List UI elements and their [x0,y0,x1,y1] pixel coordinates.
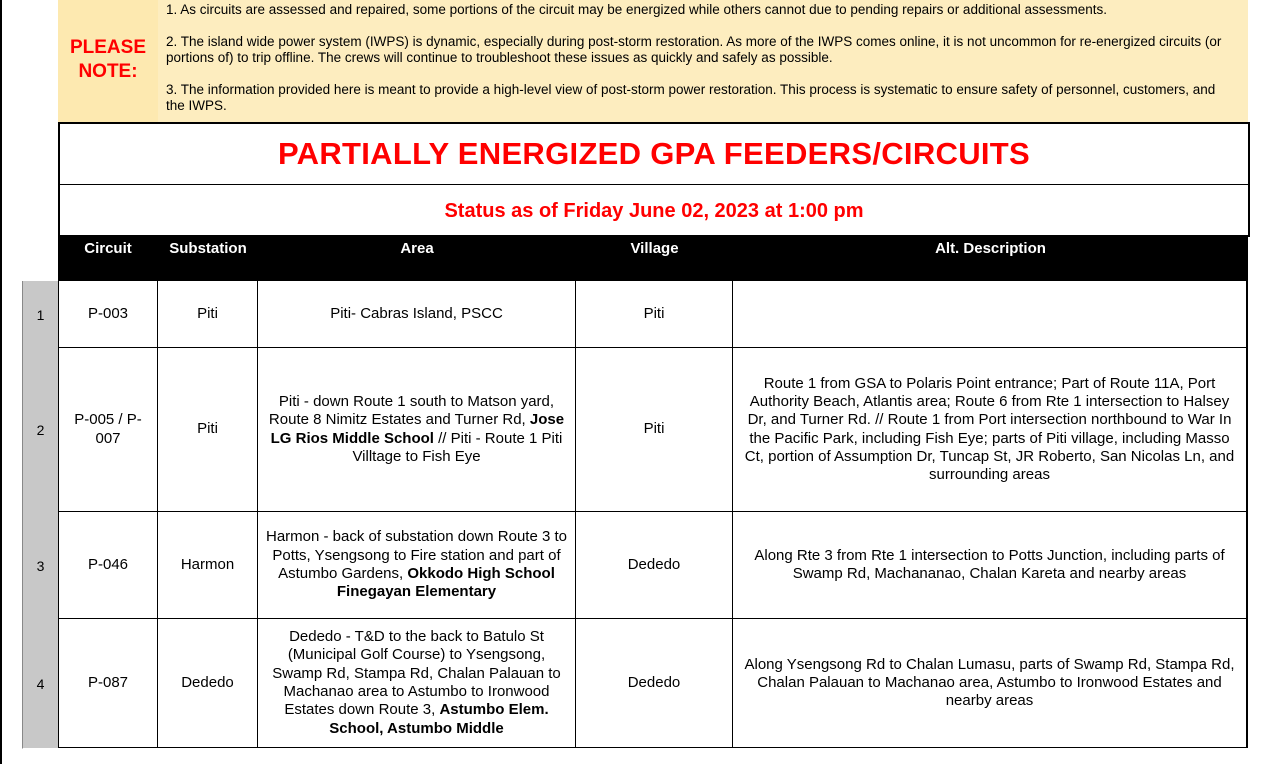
col-header-area: Area [400,240,434,257]
cell-village: Piti [576,281,733,347]
note-body [158,0,1248,122]
cell-area: Piti - down Route 1 south to Matson yard, Route 8 Nimitz Estates and Turner Rd, Jose LG Rios Middle School // Piti - Route 1 Piti Villtage to Fish Eye [258,348,576,511]
col-header-substation: Substation [169,240,247,257]
cell-area: Piti- Cabras Island, PSCC [258,281,576,347]
cell-alt-description: Route 1 from GSA to Polaris Point entrance; Part of Route 11A, Port Authority Beach, Atlantis area; Route 6 from Rte 1 intersection to Halsey Dr, and Turner Rd. // Route 1 from Port intersection northbound to War In the Pacific Park, including Fish Eye; parts of Piti village, including Masso Ct, portion of Assumption Dr, Tuncap St, JR Roberto, San Nicolas Ln, and surrounding areas [733,348,1248,511]
cell-circuit: P-005 / P-007 [58,348,158,511]
col-header-circuit: Circuit [84,240,132,257]
table-row [58,348,1248,512]
table-row [58,281,1248,348]
col-header-alt: Alt. Description [935,240,1046,257]
status-line: Status as of Friday June 02, 2023 at 1:00 pm [444,199,864,222]
note-item: 3. The information provided here is meant to provide a high-level view of post-storm power restoration. This process is systematic to ensure safety of personnel, customers, and the IWPS. [166,82,1216,113]
row-number: 3 [22,512,58,620]
note-item: 2. The island wide power system (IWPS) is dynamic, especially during post-storm restoration. As more of the IWPS comes online, it is not uncommon for re-energized circuits (or portions of) to trip offline. The crews will continue to troubleshoot these issues as quickly and safely as possible. [166,34,1222,65]
cell-substation: Piti [158,281,258,347]
col-header-village: Village [630,240,679,257]
title-frame [58,122,1250,237]
table-header [58,235,1248,281]
cell-substation: Piti [158,348,258,511]
cell-alt-description: Along Rte 3 from Rte 1 intersection to Potts Junction, including parts of Swamp Rd, Machananao, Chalan Kareta and nearby areas [733,512,1248,618]
page-left-border [0,0,2,764]
note-banner [58,0,1248,122]
table-row [58,619,1248,748]
cell-alt-description: Along Ysengsong Rd to Chalan Lumasu, parts of Swamp Rd, Stampa Rd, Chalan Palauan to Machanao area, Astumbo to Ironwood Estates and nearby areas [733,619,1248,747]
row-number: 2 [22,348,58,513]
row-number: 1 [22,281,58,349]
cell-circuit: P-087 [58,619,158,747]
note-item: 1. As circuits are assessed and repaired, some portions of the circuit may be energized while others cannot due to pending repairs or additional assessments. [166,2,1108,17]
cell-substation: Harmon [158,512,258,618]
cell-circuit: P-003 [58,281,158,347]
cell-area: Dededo - T&D to the back to Batulo St (Municipal Golf Course) to Ysengsong, Swamp Rd, Stampa Rd, Chalan Palauan to Machanao area to Astumbo to Ironwood Estates down Route 3, Astumbo Elem. School, Astumbo Middle [258,619,576,747]
cell-village: Piti [576,348,733,511]
row-number: 4 [22,619,58,749]
cell-substation: Dededo [158,619,258,747]
cell-village: Dededo [576,512,733,618]
table-row [58,512,1248,619]
page-title: PARTIALLY ENERGIZED GPA FEEDERS/CIRCUITS [60,124,1248,185]
note-label: PLEASE NOTE: [69,37,147,82]
cell-circuit: P-046 [58,512,158,618]
cell-village: Dededo [576,619,733,747]
cell-alt-description [733,281,1248,347]
cell-area: Harmon - back of substation down Route 3 to Potts, Ysengsong to Fire station and part of Astumbo Gardens, Okkodo High School Finegayan Elementary [258,512,576,618]
